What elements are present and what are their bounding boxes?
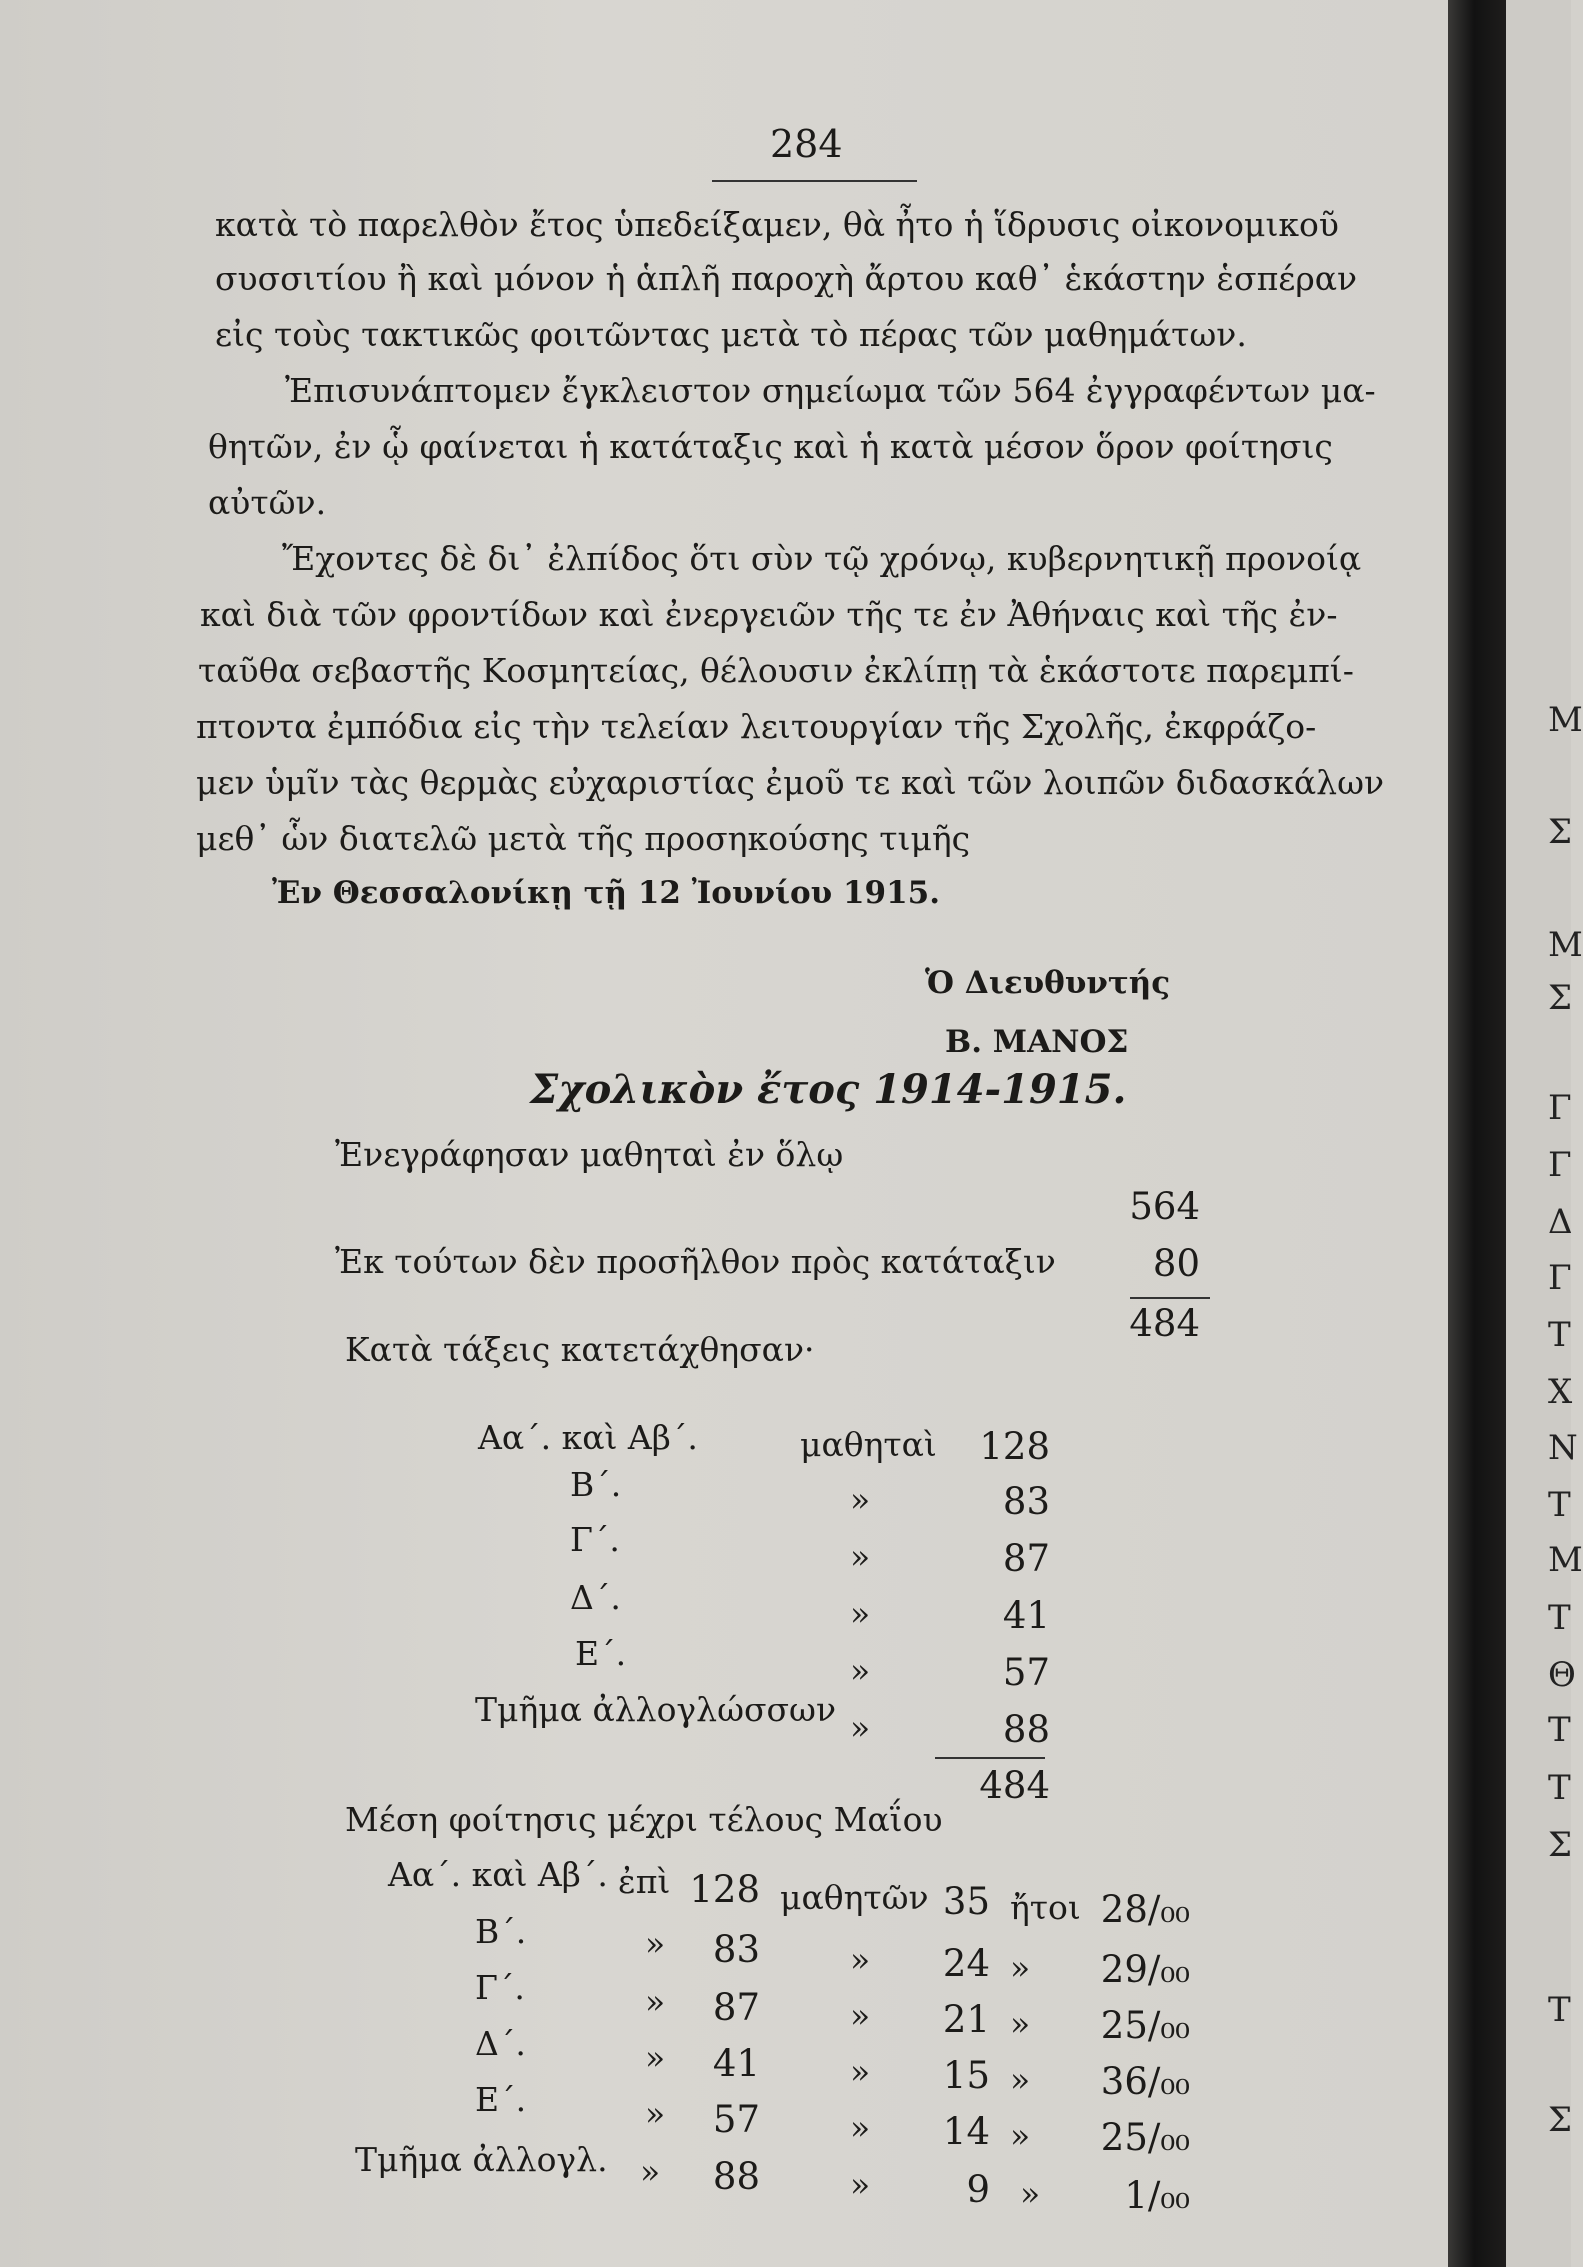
attendance-ratio: 1/₀₀: [1124, 2174, 1190, 2217]
paragraph-line: ταῦθα σεβαστῆς Κοσμητείας, θέλουσιν ἐκλίπῃ τὰ ἑκάστοτε παρεμπί-: [198, 651, 1354, 690]
enrollment-label: Ἐκ τούτων δὲν προσῆλθον πρὸς κατάταξιν: [335, 1242, 1056, 1281]
edge-letter: Τ: [1548, 1315, 1571, 1355]
paragraph-line: συσσιτίου ἢ καὶ μόνον ἡ ἁπλῆ παροχὴ ἄρτου καθ᾽ ἑκάστην ἑσπέραν: [215, 259, 1358, 298]
edge-letter: Ν: [1548, 1428, 1578, 1468]
attendance-ratio: 28/₀₀: [1100, 1888, 1190, 1931]
class-label: Δ΄.: [570, 1578, 621, 1617]
attendance-class: Β΄.: [475, 1912, 527, 1951]
paragraph-line: εἰς τοὺς τακτικῶς φοιτῶντας μετὰ τὸ πέρας τῶν μαθημάτων.: [215, 315, 1247, 354]
class-word: μαθηταὶ: [800, 1425, 937, 1464]
attendance-ratio: 25/₀₀: [1100, 2116, 1190, 2159]
attendance-ratio-word: »: [1010, 2060, 1031, 2099]
paragraph-line: θητῶν, ἐν ᾧ φαίνεται ἡ κατάταξις καὶ ἡ κατὰ μέσον ὅρον φοίτησις: [208, 427, 1333, 466]
class-count: 83: [1002, 1480, 1050, 1523]
attendance-attended: 21: [942, 1998, 990, 2041]
section-heading: Σχολικὸν ἔτος 1914-1915.: [530, 1066, 1127, 1113]
class-count: 57: [1002, 1651, 1050, 1694]
attendance-word: »: [850, 2108, 871, 2147]
attendance-class: Γ΄.: [475, 1968, 525, 2007]
enrollment-total: 484: [1129, 1302, 1200, 1345]
attendance-pre: ἐπὶ: [618, 1862, 671, 1901]
attendance-students: 41: [712, 2042, 760, 2085]
attendance-attended: 35: [942, 1880, 990, 1923]
class-label: Ε΄.: [575, 1634, 627, 1673]
class-count: 41: [1002, 1594, 1050, 1637]
edge-letter: Τ: [1548, 1710, 1571, 1750]
edge-letter: Μ: [1548, 925, 1583, 965]
edge-letter: Χ: [1548, 1372, 1573, 1412]
date-line: Ἐν Θεσσαλονίκῃ τῇ 12 Ἰουνίου 1915.: [272, 875, 941, 911]
attendance-students: 128: [689, 1868, 760, 1911]
class-label: Τμῆμα ἀλλογλώσσων: [475, 1690, 837, 1729]
class-count: 128: [979, 1425, 1050, 1468]
classes-total: 484: [979, 1764, 1050, 1807]
edge-letter: Τ: [1548, 1990, 1571, 2030]
paragraph-line: μεν ὑμῖν τὰς θερμὰς εὐχαριστίας ἐμοῦ τε καὶ τῶν λοιπῶν διδασκάλων: [196, 763, 1385, 802]
sum-rule: [1130, 1297, 1210, 1299]
attendance-students: 83: [712, 1928, 760, 1971]
edge-letter: Δ: [1548, 1202, 1573, 1242]
paragraph-line: κατὰ τὸ παρελθὸν ἔτος ὑπεδείξαμεν, θὰ ἦτο ἡ ἵδρυσις οἰκονομικοῦ: [215, 205, 1339, 244]
edge-letter: Μ: [1548, 1540, 1583, 1580]
header-rule: [712, 180, 917, 182]
attendance-attended: 14: [942, 2110, 990, 2153]
attendance-ratio-word: »: [1010, 2116, 1031, 2155]
class-word: »: [850, 1651, 871, 1690]
attendance-class: Δ΄.: [475, 2024, 526, 2063]
attendance-ratio: 36/₀₀: [1100, 2060, 1190, 2103]
attendance-ratio: 29/₀₀: [1100, 1948, 1190, 1991]
class-word: »: [850, 1480, 871, 1519]
attendance-ratio-word: »: [1010, 2004, 1031, 2043]
paragraph-line: Ἔχοντες δὲ δι᾽ ἐλπίδος ὅτι σὺν τῷ χρόνῳ, κυβερνητικῇ προνοίᾳ: [282, 539, 1362, 578]
paragraph-line: Ἐπισυνάπτομεν ἔγκλειστον σημείωμα τῶν 564 ἐγγραφέντων μα-: [285, 371, 1376, 410]
attendance-students: 88: [712, 2155, 760, 2198]
attendance-word: »: [850, 2052, 871, 2091]
edge-letter: Τ: [1548, 1598, 1571, 1638]
attendance-pre: »: [645, 1924, 666, 1963]
attendance-pre: »: [645, 1982, 666, 2021]
attendance-attended: 9: [966, 2168, 990, 2211]
edge-letter: Γ: [1548, 1258, 1572, 1298]
classes-intro: Κατὰ τάξεις κατετάχθησαν·: [345, 1330, 815, 1369]
attendance-pre: »: [640, 2152, 661, 2191]
edge-letter: Γ: [1548, 1145, 1572, 1185]
edge-letter: Τ: [1548, 1485, 1571, 1525]
sum-rule: [935, 1757, 1045, 1759]
signature-title: Ὁ Διευθυντής: [925, 965, 1171, 1001]
attendance-attended: 15: [942, 2054, 990, 2097]
edge-letter: Θ: [1548, 1655, 1576, 1695]
class-word: »: [850, 1708, 871, 1747]
enrollment-value: 80: [1152, 1242, 1200, 1285]
attendance-attended: 24: [942, 1942, 990, 1985]
attendance-class: Τμῆμα ἀλλογλ.: [355, 2140, 608, 2179]
enrollment-label: Ἐνεγράφησαν μαθηταὶ ἐν ὅλῳ: [335, 1135, 844, 1174]
attendance-ratio-word: ἤτοι: [1010, 1888, 1081, 1927]
book-gutter: [1448, 0, 1506, 2267]
attendance-pre: »: [645, 2038, 666, 2077]
attendance-word: »: [850, 2165, 871, 2204]
attendance-word: »: [850, 1996, 871, 2035]
class-label: Αα΄. καὶ Αβ΄.: [478, 1418, 698, 1457]
paragraph-line: καὶ διὰ τῶν φροντίδων καὶ ἐνεργειῶν τῆς τε ἐν Ἀθήναις καὶ τῆς ἐν-: [200, 595, 1338, 634]
paragraph-line: μεθ᾽ ὧν διατελῶ μετὰ τῆς προσηκούσης τιμῆς: [196, 819, 971, 858]
facing-page-edge: [1506, 0, 1583, 2267]
paragraph-line: αὐτῶν.: [208, 483, 327, 522]
attendance-ratio-word: »: [1020, 2174, 1041, 2213]
edge-letter: Σ: [1548, 2100, 1573, 2140]
attendance-students: 87: [712, 1986, 760, 2029]
edge-letter: Γ: [1548, 1088, 1572, 1128]
class-word: »: [850, 1594, 871, 1633]
edge-letter: Τ: [1548, 1768, 1571, 1808]
attendance-class: Αα΄. καὶ Αβ΄.: [388, 1855, 608, 1894]
attendance-ratio-word: »: [1010, 1948, 1031, 1987]
class-label: Β΄.: [570, 1465, 622, 1504]
attendance-students: 57: [712, 2098, 760, 2141]
attendance-pre: »: [645, 2094, 666, 2133]
enrollment-value: 564: [1129, 1185, 1200, 1228]
attendance-class: Ε΄.: [475, 2080, 527, 2119]
attendance-word: »: [850, 1940, 871, 1979]
edge-letter: Σ: [1548, 1825, 1573, 1865]
attendance-intro: Μέση φοίτησις μέχρι τέλους Μαΐου: [345, 1800, 943, 1839]
edge-letter: Σ: [1548, 812, 1573, 852]
edge-letter: Σ: [1548, 978, 1573, 1018]
attendance-word: μαθητῶν: [780, 1878, 929, 1917]
class-label: Γ΄.: [570, 1520, 620, 1559]
class-count: 88: [1002, 1708, 1050, 1751]
paragraph-line: πτοντα ἐμπόδια εἰς τὴν τελείαν λειτουργίαν τῆς Σχολῆς, ἐκφράζο-: [196, 707, 1317, 746]
signature-name: Β. ΜΑΝΟΣ: [945, 1024, 1129, 1060]
class-count: 87: [1002, 1537, 1050, 1580]
class-word: »: [850, 1537, 871, 1576]
edge-letter: Μ: [1548, 700, 1583, 740]
page-number: 284: [770, 122, 843, 166]
attendance-ratio: 25/₀₀: [1100, 2004, 1190, 2047]
